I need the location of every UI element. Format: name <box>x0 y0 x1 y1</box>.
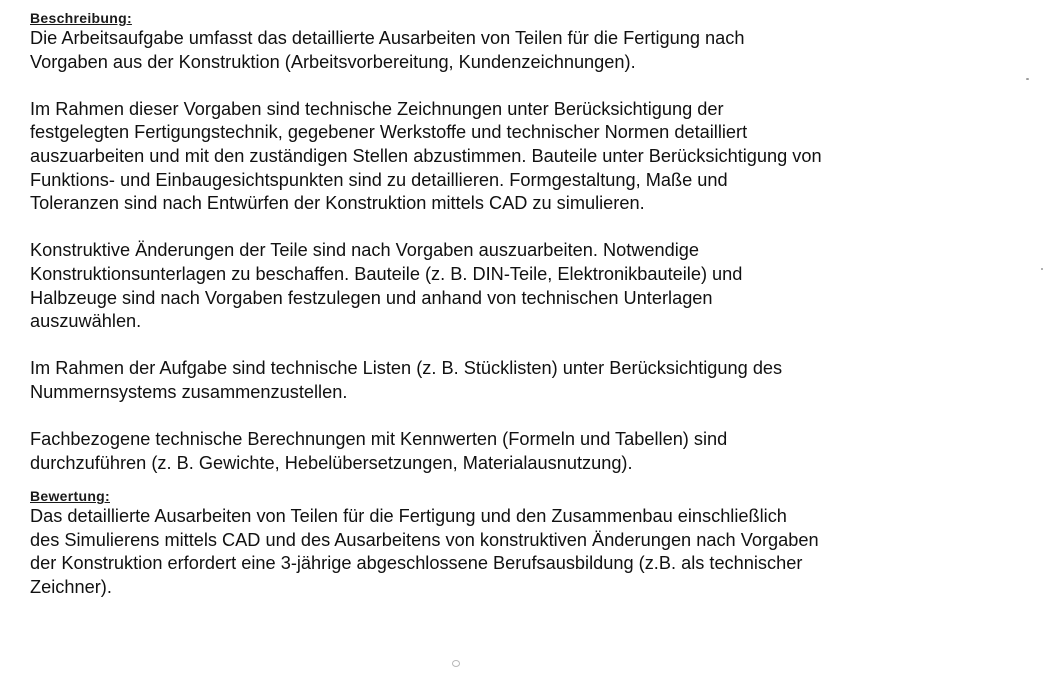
paragraph-technische-zeichnungen: Im Rahmen dieser Vorgaben sind technische Zeichnungen unter Berücksichtigung der festgelegten Fertigungstechnik, gegebener Werkstoffe und technischer Normen detailliert auszuarbeiten und mit den zuständigen Stellen abzustimmen. Bauteile unter Berücksichtigung von Funktions- und Einbaugesichtspunkten sind zu detaillieren. Formgestaltung, Maße und Toleranzen sind nach Entwürfen der Konstruktion mittels CAD zu simulieren. <box>30 98 822 214</box>
paragraph-technische-listen: Im Rahmen der Aufgabe sind technische Listen (z. B. Stücklisten) unter Berücksichtigung des Nummernsystems zusammenzustellen. <box>30 358 783 402</box>
document-page <box>30 10 1050 600</box>
paragraph-konstruktive-aenderungen: Konstruktive Änderungen der Teile sind nach Vorgaben auszuarbeiten. Notwendige Konstruktionsunterlagen zu beschaffen. Bauteile (z. B. DIN-Teile, Elektronikbauteile) und Halbzeuge sind nach Vorgaben festzulegen und anhand von technischen Unterlagen auszuwählen. <box>30 240 743 332</box>
section-heading-bewertung: Bewertung: <box>30 488 110 505</box>
paragraph-berechnungen: Fachbezogene technische Berechnungen mit Kennwerten (Formeln und Tabellen) sind durchzuführen (z. B. Gewichte, Hebelübersetzungen, Materialausnutzung). <box>30 429 728 473</box>
paragraph-bewertung: Das detaillierte Ausarbeiten von Teilen für die Fertigung und den Zusammenbau einschließlich des Simulierens mittels CAD und des Ausarbeitens von konstruktiven Änderungen nach Vorgaben der Konstruktion erfordert eine 3-jährige abgeschlossene Berufsausbildung (z.B. als technischer Zeichner). <box>30 506 819 598</box>
section-beschreibung <box>30 10 1050 475</box>
section-heading-beschreibung: Beschreibung: <box>30 10 132 26</box>
section-bewertung <box>30 488 1050 599</box>
scan-speck <box>1026 78 1029 80</box>
scan-speck <box>1041 268 1043 270</box>
paragraph-arbeitsaufgabe: Die Arbeitsaufgabe umfasst das detaillierte Ausarbeiten von Teilen für die Fertigung nach Vorgaben aus der Konstruktion (Arbeitsvorbereitung, Kundenzeichnungen). <box>30 28 745 72</box>
scan-speck <box>452 660 460 667</box>
